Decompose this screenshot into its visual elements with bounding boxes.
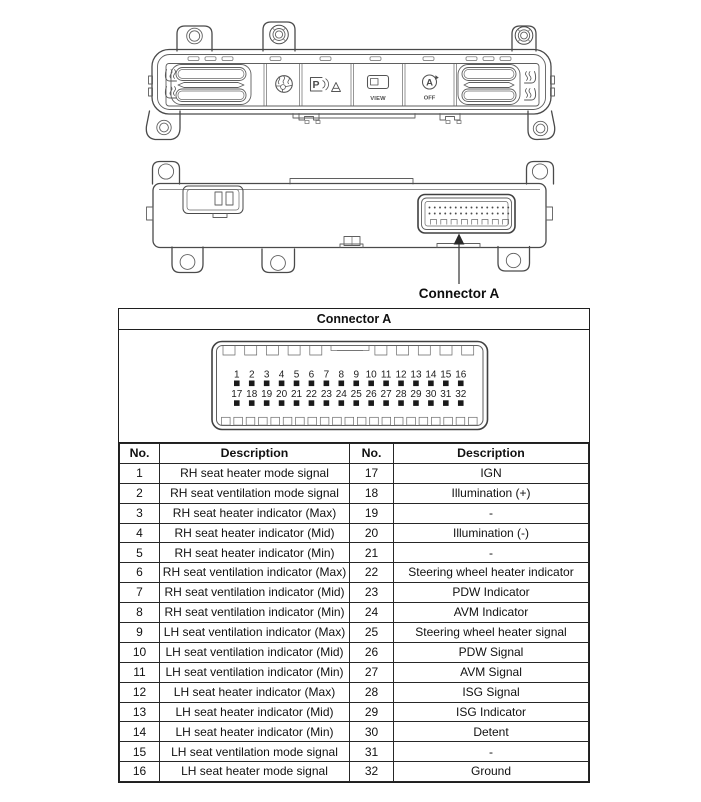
table-row [120,483,589,503]
connector-a-callout-arrow [454,234,465,285]
pin-no-cell: 22 [350,563,394,583]
pin-contact [324,381,330,387]
parking-distance-warning-button [311,78,341,92]
pin-no-cell: 6 [120,563,160,583]
pin-no-cell: 10 [120,642,160,662]
pin-no-cell: 19 [350,503,394,523]
pin-contact [413,381,419,387]
table-row [120,463,589,483]
pin-number: 29 [410,389,422,401]
pin-number: 22 [305,389,318,401]
pin-number: 23 [320,389,332,401]
pin-number: 19 [261,389,273,401]
front-top-left-tab [177,26,212,51]
pin-contact [383,381,389,387]
pin-no-cell: 24 [350,603,394,623]
pin-no-cell: 1 [120,463,160,483]
pin-desc-cell: RH seat heater mode signal [160,463,350,483]
diagram-pin-row-1 [234,370,467,387]
pin-contact [279,400,285,406]
pin-no-cell: 2 [120,483,160,503]
pin-desc-cell: LH seat ventilation indicator (Mid) [160,642,350,662]
front-top-center-bolt [263,22,295,51]
rear-top-left-tab [153,162,180,185]
connector-comb [222,417,478,425]
pin-no-cell: 11 [120,662,160,682]
pin-desc-cell: LH seat ventilation indicator (Min) [160,662,350,682]
pin-no-cell: 8 [120,603,160,623]
pin-table-body [120,463,589,781]
pin-number: 3 [263,369,270,381]
pin-contact [368,400,374,406]
rear-bottom-right-tab [498,247,530,272]
pin-contact [458,381,464,387]
rear-connector-pins [429,207,510,215]
pin-no-cell: 7 [120,583,160,603]
pin-number: 28 [395,389,407,401]
pin-desc-cell: Steering wheel heater signal [394,623,589,643]
diagram-pin-row-2 [231,389,467,406]
pin-number: 20 [276,389,288,401]
table-row [120,722,589,742]
pin-no-cell: 31 [350,742,394,762]
pin-no-cell: 18 [350,483,394,503]
pin-no-cell: 30 [350,722,394,742]
pin-table [119,443,589,782]
pin-number: 24 [335,389,347,401]
pin-number: 6 [308,369,315,381]
pin-no-cell: 25 [350,623,394,643]
table-row [120,682,589,702]
pin-desc-cell: LH seat heater indicator (Mid) [160,702,350,722]
pin-desc-cell: - [394,543,589,563]
table-row [120,662,589,682]
pin-no-cell: 15 [120,742,160,762]
pin-contact [443,400,449,406]
connector-box-title: Connector A [119,309,589,330]
steering-wheel-heater-button [276,76,293,93]
pin-number: 10 [365,369,377,381]
table-row [120,742,589,762]
pin-desc-cell: IGN [394,463,589,483]
pin-number: 5 [293,369,300,381]
auto-stop-a-letter: A [426,77,433,89]
table-row [120,603,589,623]
pin-desc-cell: Steering wheel heater indicator [394,563,589,583]
pin-number: 17 [231,389,243,401]
pin-desc-cell: Illumination (+) [394,483,589,503]
pin-contact [234,381,240,387]
pdw-p-letter: P [312,79,320,91]
pin-number: 4 [278,369,285,381]
rear-left-component [183,186,243,218]
rear-top-right-tab [527,162,554,185]
connector-face-diagram [119,330,589,443]
pin-number: 12 [395,369,407,381]
rear-bottom-center-tab [262,249,295,273]
pin-number: 2 [248,369,255,381]
pin-contact [383,400,389,406]
pin-no-cell: 21 [350,543,394,563]
pin-contact [294,381,300,387]
pin-contact [458,400,464,406]
pin-number: 26 [365,389,377,401]
table-row [120,583,589,603]
front-bottom-right-tab [528,111,555,140]
col-header-desc-left: Description [160,444,350,464]
rear-connector-comb [431,220,509,225]
seat-ventilation-left-icon [525,89,536,101]
pin-contact [398,381,404,387]
pin-contact [413,400,419,406]
pin-number: 27 [380,389,392,401]
pin-desc-cell: ISG Indicator [394,702,589,722]
front-bottom-left-tab [146,111,180,140]
auto-stop-off-label: OFF [423,95,436,102]
connector-pinout-panel [118,308,590,783]
pin-table-header-row [120,444,589,464]
pin-desc-cell: LH seat heater indicator (Min) [160,722,350,742]
pin-number: 31 [440,389,452,401]
pin-no-cell: 5 [120,543,160,563]
pin-number: 11 [380,369,392,381]
view-button-label: VIEW [370,96,386,102]
pin-no-cell: 28 [350,682,394,702]
pin-no-cell: 13 [120,702,160,722]
rear-bottom-left-tab [172,247,203,273]
pin-desc-cell: RH seat ventilation mode signal [160,483,350,503]
pin-no-cell: 27 [350,662,394,682]
rear-panel-drawing [0,150,701,305]
pin-contact [443,381,449,387]
pin-no-cell: 3 [120,503,160,523]
pin-desc-cell: RH seat ventilation indicator (Min) [160,603,350,623]
pin-no-cell: 4 [120,523,160,543]
pin-no-cell: 9 [120,623,160,643]
table-row [120,563,589,583]
connector-key-slot [331,346,369,351]
table-row [120,642,589,662]
pin-desc-cell: RH seat ventilation indicator (Max) [160,563,350,583]
pin-desc-cell: Detent [394,722,589,742]
table-row [120,623,589,643]
pin-contact [234,400,240,406]
pin-desc-cell: RH seat heater indicator (Max) [160,503,350,523]
table-row [120,702,589,722]
pin-desc-cell: - [394,742,589,762]
auto-stop-off-button [423,75,439,102]
pin-no-cell: 17 [350,463,394,483]
pin-contact [368,381,374,387]
surround-view-button [368,76,389,103]
left-seat-rocker-switch [458,65,520,105]
pin-desc-cell: AVM Signal [394,662,589,682]
table-row [120,523,589,543]
pin-desc-cell: LH seat ventilation mode signal [160,742,350,762]
pin-number: 15 [440,369,452,381]
pin-desc-cell: Ground [394,762,589,782]
col-header-no-left: No. [120,444,160,464]
pin-no-cell: 29 [350,702,394,722]
pin-no-cell: 14 [120,722,160,742]
pin-desc-cell: AVM Indicator [394,603,589,623]
connector-a-block [418,195,515,234]
table-row [120,762,589,782]
pin-desc-cell: RH seat heater indicator (Mid) [160,523,350,543]
pin-contact [398,400,404,406]
col-header-desc-right: Description [394,444,589,464]
pin-number: 30 [425,389,437,401]
pin-number: 25 [350,389,362,401]
pin-contact [428,381,434,387]
pin-desc-cell: - [394,503,589,523]
pin-number: 16 [455,369,467,381]
pin-no-cell: 26 [350,642,394,662]
pin-number: 13 [410,369,422,381]
pin-contact [339,400,345,406]
pin-number: 21 [290,389,303,401]
front-panel-drawing [0,0,701,150]
pin-number: 8 [338,369,345,381]
table-row [120,503,589,523]
pin-desc-cell: Illumination (-) [394,523,589,543]
pin-number: 9 [353,369,360,381]
pin-contact [279,381,285,387]
pin-number: 18 [246,389,258,401]
front-top-right-bolt [512,26,536,51]
pin-contact [249,381,255,387]
pin-desc-cell: PDW Signal [394,642,589,662]
pin-contact [264,381,270,387]
pin-number: 7 [323,369,330,381]
pin-no-cell: 23 [350,583,394,603]
pin-contact [353,381,359,387]
pin-no-cell: 32 [350,762,394,782]
pin-no-cell: 12 [120,682,160,702]
pin-desc-cell: RH seat ventilation indicator (Mid) [160,583,350,603]
connector-a-callout-label: Connector A [418,286,500,301]
pin-contact [249,400,255,406]
pin-contact [428,400,434,406]
pin-desc-cell: LH seat ventilation indicator (Max) [160,623,350,643]
pin-contact [294,400,300,406]
table-row [120,543,589,563]
pin-no-cell: 20 [350,523,394,543]
pin-contact [309,400,315,406]
pin-contact [264,400,270,406]
seat-heater-left-icon [525,72,536,84]
right-seat-rocker-switch [171,65,251,105]
vent-slots [188,57,511,61]
rear-body-outline [153,184,546,248]
col-header-no-right: No. [350,444,394,464]
pin-desc-cell: LH seat heater mode signal [160,762,350,782]
pin-contact [309,381,315,387]
pin-contact [339,381,345,387]
pin-no-cell: 16 [120,762,160,782]
pin-desc-cell: LH seat heater indicator (Max) [160,682,350,702]
pin-desc-cell: PDW Indicator [394,583,589,603]
pin-number: 32 [455,389,467,401]
pin-number: 14 [425,369,437,381]
pin-desc-cell: RH seat heater indicator (Min) [160,543,350,563]
pin-desc-cell: ISG Signal [394,682,589,702]
pin-contact [324,400,330,406]
pin-number: 1 [234,369,240,381]
pin-contact [353,400,359,406]
